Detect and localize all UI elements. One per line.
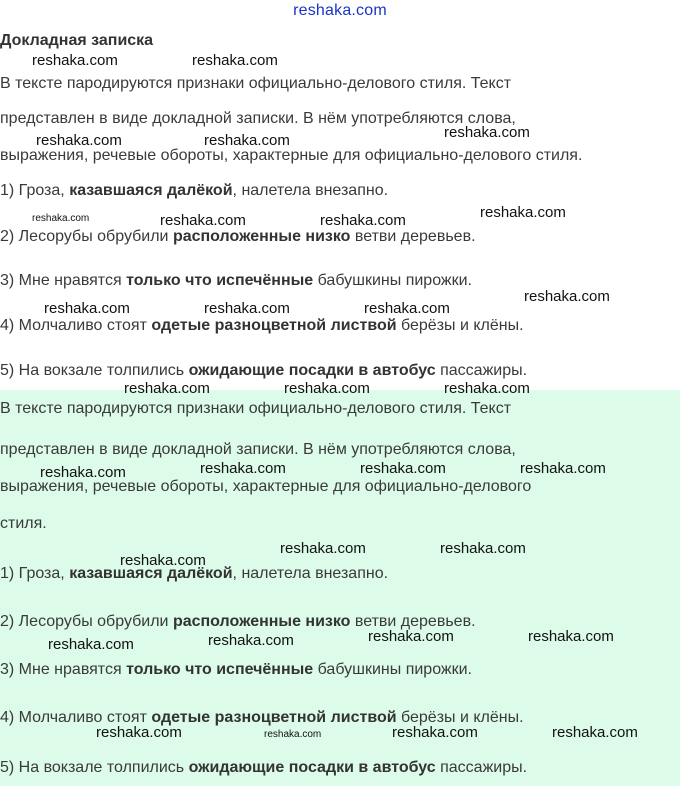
sentence-4: 4) Молчаливо стоят одетые разноцветной листвой берёзы и клёны. [0, 317, 524, 334]
watermark: reshaka.com [552, 724, 638, 741]
watermark: reshaka.com [204, 132, 290, 149]
watermark: reshaka.com [48, 636, 134, 653]
watermark: reshaka.com [528, 628, 614, 645]
watermark: reshaka.com [280, 540, 366, 557]
watermark: reshaka.com [120, 552, 206, 569]
watermark: reshaka.com [320, 212, 406, 229]
intro-line: выражения, речевые обороты, характерные для официально-делового стиля. [0, 147, 583, 164]
answer-sentence-5: 5) На вокзале толпились ожидающие посадки в автобус пассажиры. [0, 759, 528, 776]
intro-line: В тексте пародируются признаки официально-делового стиля. Текст [0, 75, 512, 92]
watermark: reshaka.com [124, 380, 210, 397]
watermark: reshaka.com [440, 540, 526, 557]
answer-intro-line: В тексте пародируются признаки официально-делового стиля. Текст [0, 400, 512, 417]
watermark: reshaka.com [524, 288, 610, 305]
answer-sentence-3: 3) Мне нравятся только что испечённые бабушкины пирожки. [0, 661, 472, 678]
sentence-3: 3) Мне нравятся только что испечённые бабушкины пирожки. [0, 272, 472, 289]
page-title: Докладная записка [0, 32, 154, 49]
answer-intro-line: представлен в виде докладной записки. В нём употребляются слова, [0, 441, 516, 458]
answer-sentence-2: 2) Лесорубы обрубили расположенные низко ветви деревьев. [0, 613, 476, 630]
watermark: reshaka.com [264, 729, 322, 740]
watermark: reshaka.com [480, 204, 566, 221]
intro-line: представлен в виде докладной записки. В нём употребляются слова, [0, 110, 516, 127]
watermark: reshaka.com [32, 213, 90, 224]
watermark: reshaka.com [444, 124, 530, 141]
watermark: reshaka.com [208, 632, 294, 649]
watermark: reshaka.com [160, 212, 246, 229]
watermark: reshaka.com [284, 380, 370, 397]
watermark: reshaka.com [44, 300, 130, 317]
watermark: reshaka.com [36, 132, 122, 149]
sentence-1: 1) Гроза, казавшаяся далёкой, налетела внезапно. [0, 182, 389, 199]
watermark: reshaka.com [392, 724, 478, 741]
answer-sentence-1: 1) Гроза, казавшаяся далёкой, налетела внезапно. [0, 565, 389, 582]
watermark: reshaka.com [32, 52, 118, 69]
watermark: reshaka.com [192, 52, 278, 69]
sentence-2: 2) Лесорубы обрубили расположенные низко ветви деревьев. [0, 228, 476, 245]
watermark: reshaka.com [360, 460, 446, 477]
watermark: reshaka.com [444, 380, 530, 397]
site-logo-link[interactable]: reshaka.com [293, 2, 387, 19]
answer-intro-line: выражения, речевые обороты, характерные для официально-делового [0, 478, 532, 495]
sentence-5: 5) На вокзале толпились ожидающие посадки в автобус пассажиры. [0, 362, 528, 379]
watermark: reshaka.com [204, 300, 290, 317]
answer-intro-line: стиля. [0, 515, 47, 532]
watermark: reshaka.com [200, 460, 286, 477]
watermark: reshaka.com [364, 300, 450, 317]
watermark: reshaka.com [368, 628, 454, 645]
watermark: reshaka.com [520, 460, 606, 477]
watermark: reshaka.com [96, 724, 182, 741]
answer-sentence-4: 4) Молчаливо стоят одетые разноцветной листвой берёзы и клёны. [0, 709, 524, 726]
watermark: reshaka.com [40, 464, 126, 481]
